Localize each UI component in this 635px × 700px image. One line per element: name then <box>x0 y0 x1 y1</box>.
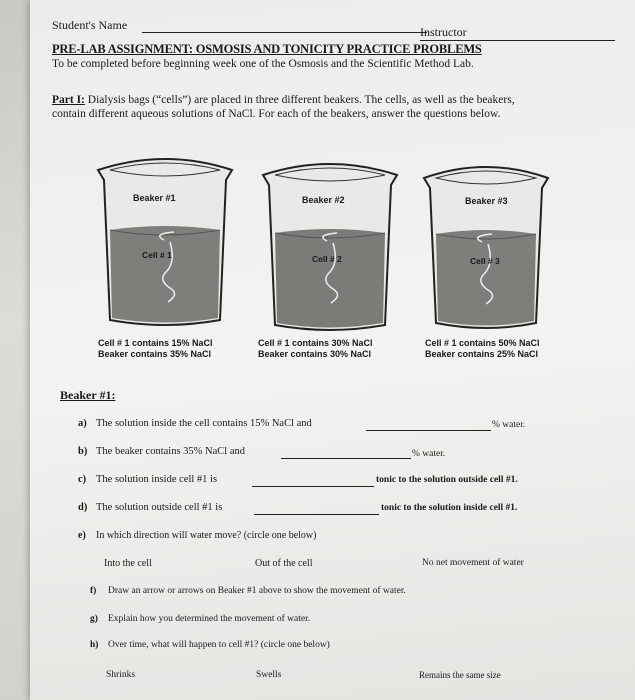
question-d: d) The solution outside cell #1 is <box>78 502 223 513</box>
answer-a-line[interactable] <box>366 430 491 431</box>
cell-1-label: Cell # 1 <box>142 250 172 260</box>
page-title: PRE-LAB ASSIGNMENT: OSMOSIS AND TONICITY PRACTICE PROBLEMS <box>52 42 482 56</box>
cell-2-label: Cell # 2 <box>312 254 342 264</box>
question-c: c) The solution inside cell #1 is <box>78 474 218 485</box>
cell-3-label: Cell # 3 <box>470 256 500 266</box>
question-a: a) The solution inside the cell contains 15% NaCl and <box>78 418 312 429</box>
beaker-1-caption-cell: Cell # 1 contains 15% NaCl <box>98 338 213 348</box>
question-e: e) In which direction will water move? (circle one below) <box>78 530 317 541</box>
beaker-3-drawing <box>416 158 556 333</box>
option-out-of-cell[interactable]: Out of the cell <box>255 558 313 569</box>
question-c-suffix: tonic to the solution outside cell #1. <box>376 475 518 485</box>
section-heading: Beaker #1: <box>60 388 116 402</box>
beaker-2-label: Beaker #2 <box>302 195 345 205</box>
student-name-label: Student's Name <box>52 18 128 32</box>
worksheet-page <box>30 0 635 700</box>
part1-intro-line2: contain different aqueous solutions of NaCl. For each of the beakers, answer the questions below. <box>52 108 501 120</box>
option-into-cell[interactable]: Into the cell <box>104 558 152 569</box>
question-b-suffix: % water. <box>412 449 446 459</box>
student-name-line <box>142 32 427 33</box>
beaker-1-caption <box>98 338 213 360</box>
answer-c-line[interactable] <box>252 486 374 487</box>
beaker-1-caption-beaker: Beaker contains 35% NaCl <box>98 349 212 359</box>
option-swells[interactable]: Swells <box>256 670 282 680</box>
beaker-3-label: Beaker #3 <box>465 196 508 206</box>
answer-d-line[interactable] <box>254 514 379 515</box>
beaker-3-caption-beaker: Beaker contains 25% NaCl <box>425 349 539 359</box>
option-remains-same-size[interactable]: Remains the same size <box>419 670 501 680</box>
beaker-2-drawing <box>255 155 405 335</box>
instructor-label: Instructor <box>420 25 467 39</box>
option-no-net-movement[interactable]: No net movement of water <box>422 558 524 568</box>
beaker-2-caption-beaker: Beaker contains 30% NaCl <box>258 349 372 359</box>
question-d-suffix: tonic to the solution inside cell #1. <box>381 503 518 513</box>
beaker-1-label: Beaker #1 <box>133 193 176 203</box>
question-a-suffix: % water. <box>492 420 526 430</box>
beaker-2-caption-cell: Cell # 1 contains 30% NaCl <box>258 338 373 348</box>
page-subtitle: To be completed before beginning week one of the Osmosis and the Scientific Method Lab. <box>52 58 474 70</box>
part1-intro-line1: Part I: Dialysis bags (“cells”) are placed in three different beakers. The cells, as well as the beakers, <box>52 94 515 106</box>
beaker-2-caption <box>258 338 373 360</box>
answer-b-line[interactable] <box>281 458 411 459</box>
option-shrinks[interactable]: Shrinks <box>106 670 136 680</box>
question-b: b) The beaker contains 35% NaCl and <box>78 446 245 457</box>
part1-label: Part I: <box>52 94 85 106</box>
instructor-line <box>420 40 615 41</box>
question-g: g) Explain how you determined the movement of water. <box>90 614 311 624</box>
beaker-3-caption-cell: Cell # 1 contains 50% NaCl <box>425 338 540 348</box>
beaker-3-caption <box>425 338 540 360</box>
question-f: f) Draw an arrow or arrows on Beaker #1 above to show the movement of water. <box>90 586 406 596</box>
beaker-1-drawing <box>90 150 240 330</box>
question-h: h) Over time, what will happen to cell #1? (circle one below) <box>90 640 330 650</box>
